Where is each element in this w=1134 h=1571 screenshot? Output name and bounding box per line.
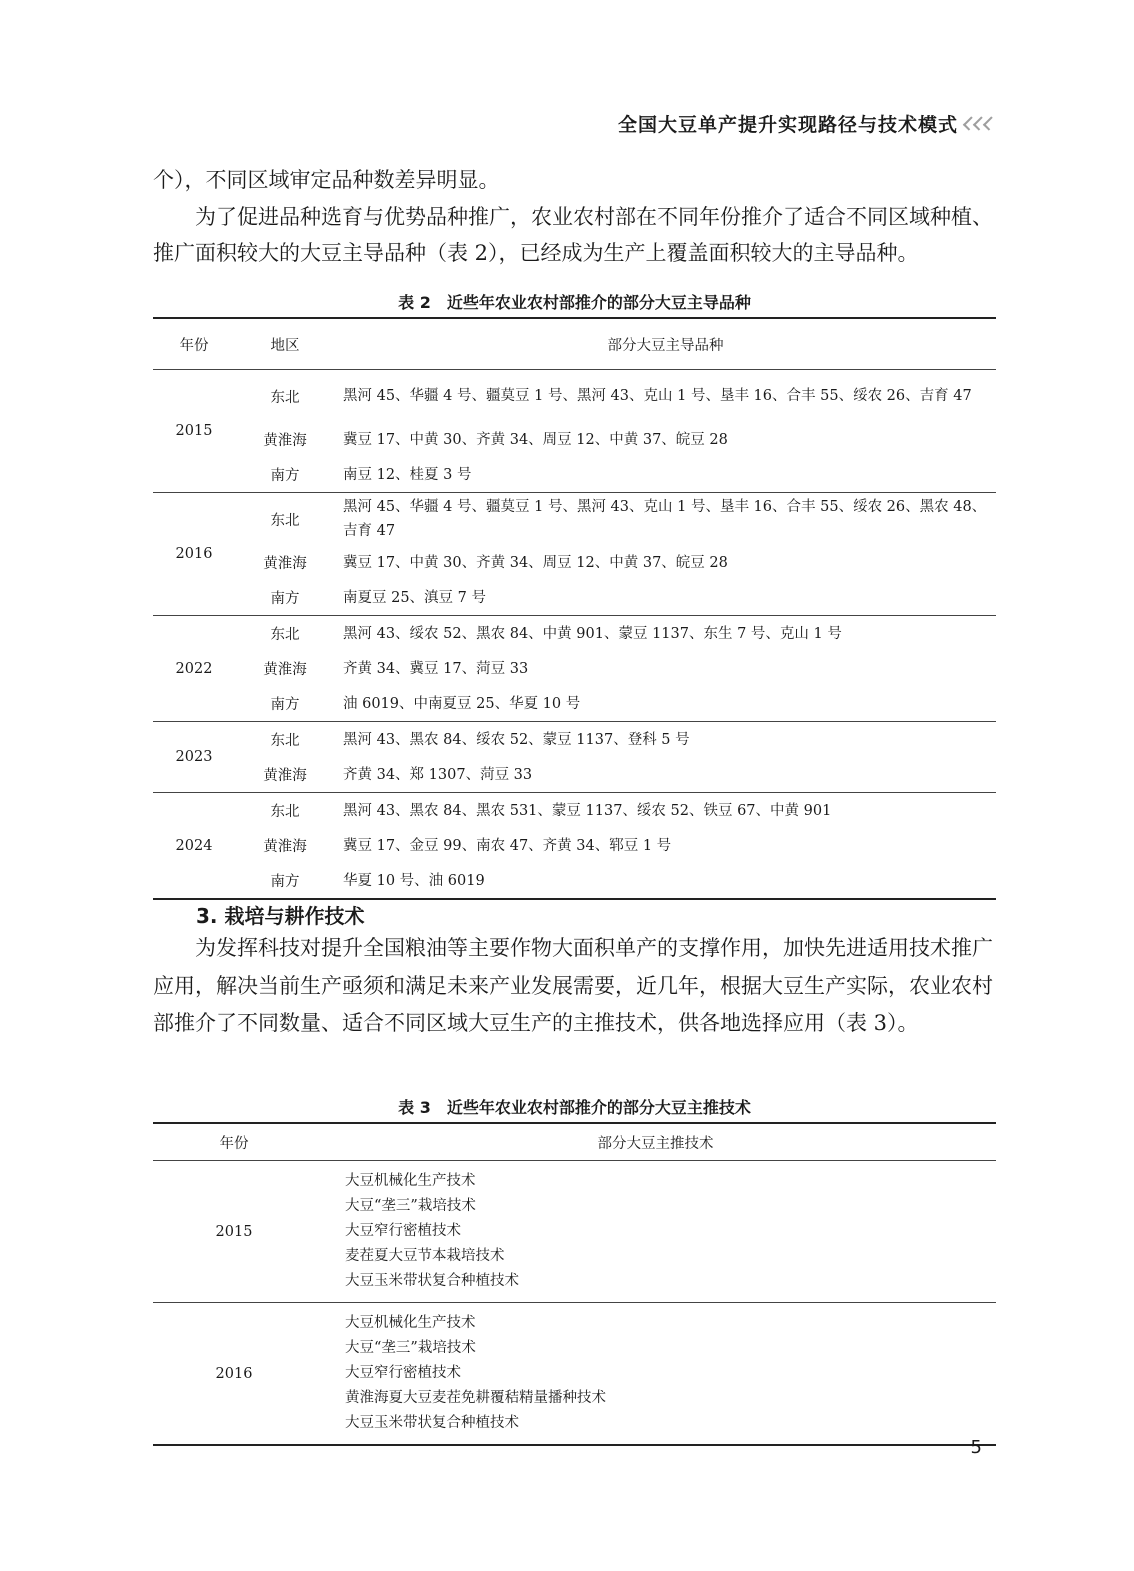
running-title: 全国大豆单产提升实现路径与技术模式 [617,114,958,136]
t2-year: 2016 [153,493,235,616]
t2-region: 南方 [235,686,335,722]
t2-varieties: 冀豆 17、中黄 30、齐黄 34、周豆 12、中黄 37、皖豆 28 [343,554,728,571]
t2-varieties: 南豆 12、桂夏 3 号 [335,457,996,493]
t2-region: 东北 [270,733,300,749]
table-2 [153,317,996,900]
t2-region: 南方 [270,874,300,890]
t2-header-region: 地区 [235,318,335,370]
t2-year: 2015 [153,370,235,493]
t2-varieties: 黑河 43、绥农 52、黑农 84、中黄 901、蒙豆 1137、东生 7 号、克山 1 号 [343,625,842,642]
tech-item: 大豆玉米带状复合种植技术 [345,1415,519,1431]
table-row [153,828,996,863]
t2-year: 2024 [175,837,213,854]
running-header [618,110,996,137]
table2-caption: 表 2 近些年农业农村部推介的部分大豆主导品种 [398,293,751,312]
t2-header-varieties: 部分大豆主导品种 [335,318,996,370]
table-row [153,457,996,493]
t2-region: 东北 [270,512,300,529]
tech-item: 大豆机械化生产技术 [345,1315,476,1331]
t3-header-techs: 部分大豆主推技术 [315,1123,996,1161]
table-row [153,863,996,899]
t2-year: 2022 [153,616,235,722]
t2-varieties: 冀豆 17、中黄 30、齐黄 34、周豆 12、中黄 37、皖豆 28 [343,431,728,448]
t2-region: 黄淮海 [263,433,307,449]
table-row [153,651,996,686]
t2-varieties: 华夏 10 号、油 6019 [343,872,485,889]
table-row [153,545,996,580]
tech-item: 大豆玉米带状复合种植技术 [345,1273,519,1289]
t2-region: 黄淮海 [263,662,307,678]
table-row [153,422,996,457]
t2-region: 东北 [270,389,300,406]
table-row [153,1161,996,1303]
section-3-heading: 3. 栽培与耕作技术 [196,904,365,928]
t3-tech-list [315,1161,996,1303]
t2-region: 东北 [270,804,300,820]
tech-item: 大豆机械化生产技术 [345,1173,476,1189]
table-3 [153,1122,996,1446]
tech-item: 大豆“垄三”栽培技术 [345,1340,476,1356]
tech-item: 大豆窄行密植技术 [345,1365,461,1381]
t2-region: 黄淮海 [235,757,335,793]
paragraph-2: 为了促进品种选育与优势品种推广，农业农村部在不同年份推介了适合不同区域种植、推广面积较大的大豆主导品种（表 2），已经成为生产上覆盖面积较大的主导品种。 [153,205,993,265]
t3-year: 2015 [153,1161,315,1303]
tech-item: 大豆“垄三”栽培技术 [345,1198,476,1214]
table-row [153,722,996,758]
t2-varieties: 齐黄 34、郑 1307、菏豆 33 [335,757,996,793]
tech-item: 麦茬夏大豆节本栽培技术 [345,1248,505,1264]
tech-item: 大豆窄行密植技术 [345,1223,461,1239]
t3-header-year: 年份 [153,1123,315,1161]
table-row [153,370,996,423]
table-row [153,793,996,829]
chevrons-left-icon [966,115,996,132]
tech-item: 黄淮海夏大豆麦茬免耕覆秸精量播种技术 [345,1390,606,1406]
table-row [153,686,996,722]
t2-varieties: 油 6019、中南夏豆 25、华夏 10 号 [335,686,996,722]
t2-varieties: 黑河 43、黑农 84、绥农 52、蒙豆 1137、登科 5 号 [343,731,690,748]
t2-varieties: 齐黄 34、冀豆 17、菏豆 33 [343,660,529,677]
t2-varieties: 黑河 45、华疆 4 号、疆莫豆 1 号、黑河 43、克山 1 号、垦丰 16、合丰 55、绥农 26、黑农 48、吉育 47 [343,499,987,539]
table3-caption: 表 3 近些年农业农村部推介的部分大豆主推技术 [398,1098,751,1117]
t2-region: 黄淮海 [263,556,307,572]
t2-region: 南方 [235,457,335,493]
t2-header-year: 年份 [153,318,235,370]
t3-tech-list [315,1303,996,1446]
table-row [153,616,996,652]
t2-varieties: 黑河 45、华疆 4 号、疆莫豆 1 号、黑河 43、克山 1 号、垦丰 16、合丰 55、绥农 26、吉育 47 [343,388,972,404]
table-row [153,757,996,793]
t2-year: 2023 [153,722,235,793]
paragraph-3: 为发挥科技对提升全国粮油等主要作物大面积单产的支撑作用，加快先进适用技术推广应用，解决当前生产亟须和满足未来产业发展需要，近几年，根据大豆生产实际，农业农村部推介了不同数量、适合不同区域大豆生产的主推技术，供各地选择应用（表 3）。 [153,936,993,1035]
table-row [153,1303,996,1446]
t2-region: 南方 [235,580,335,616]
t2-varieties: 黑河 43、黑农 84、黑农 531、蒙豆 1137、绥农 52、铁豆 67、中黄 901 [343,802,832,819]
t2-varieties: 冀豆 17、金豆 99、南农 47、齐黄 34、郓豆 1 号 [343,837,672,854]
t2-region: 东北 [270,627,300,643]
t3-year: 2016 [215,1365,253,1382]
t2-varieties: 南夏豆 25、滇豆 7 号 [335,580,996,616]
page-number: 5 [970,1437,982,1458]
paragraph-1: 个），不同区域审定品种数差异明显。 [153,168,500,192]
table-row [153,580,996,616]
table-row [153,493,996,546]
t2-region: 黄淮海 [263,839,307,855]
